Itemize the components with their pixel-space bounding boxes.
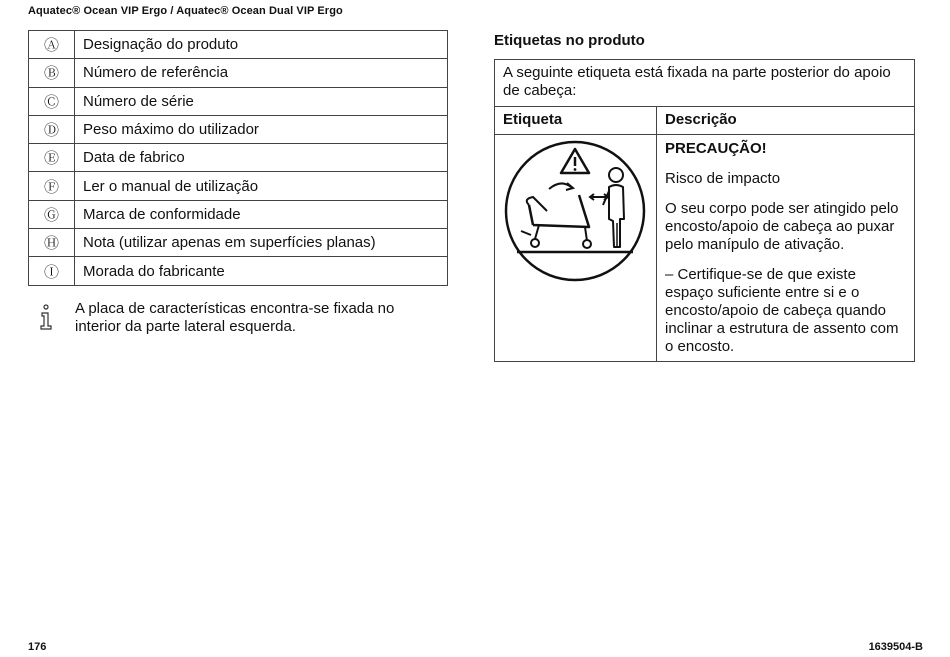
symbol-label: Nota (utilizar apenas em superfícies planas): [75, 229, 448, 257]
page-header: Aquatec® Ocean VIP Ergo / Aquatec® Ocean Dual VIP Ergo: [28, 5, 343, 17]
body-text: O seu corpo pode ser atingido pelo encosto/apoio de cabeça ao puxar pelo manípulo de ativação.: [665, 200, 899, 253]
labels-intro: A seguinte etiqueta está fixada na parte posterior do apoio de cabeça:: [495, 60, 915, 107]
symbol-row: [29, 115, 448, 143]
symbol-row: [29, 229, 448, 257]
symbol-row: [29, 31, 448, 59]
column-header-label: Etiqueta: [495, 107, 657, 135]
document-code: 1639504-B: [868, 641, 923, 653]
info-note-text: A placa de características encontra-se fixada no interior da parte lateral esquerda.: [75, 300, 395, 335]
symbol-row: [29, 87, 448, 115]
symbol-row: [29, 59, 448, 87]
info-icon: [36, 304, 56, 330]
symbol-label: Número de série: [75, 87, 448, 115]
symbol-letter: Ⓑ: [29, 59, 75, 87]
symbol-label: Marca de conformidade: [75, 200, 448, 228]
symbol-row: [29, 172, 448, 200]
symbol-label: Ler o manual de utilização: [75, 172, 448, 200]
risk-text: Risco de impacto: [665, 170, 781, 187]
symbol-letter: Ⓕ: [29, 172, 75, 200]
page-number: 176: [28, 641, 47, 653]
label-image-cell: [495, 135, 657, 362]
label-description: [657, 135, 915, 362]
symbol-label: Data de fabrico: [75, 144, 448, 172]
symbol-row: [29, 144, 448, 172]
symbol-letter: Ⓒ: [29, 87, 75, 115]
symbol-letter: Ⓓ: [29, 115, 75, 143]
symbol-label: Morada do fabricante: [75, 257, 448, 285]
impact-warning-label-icon: [503, 139, 648, 284]
symbol-letter: Ⓔ: [29, 144, 75, 172]
symbol-row: [29, 257, 448, 285]
symbol-letter: Ⓖ: [29, 200, 75, 228]
symbol-label: Peso máximo do utilizador: [75, 115, 448, 143]
labels-table: [494, 59, 915, 362]
symbol-label: Número de referência: [75, 59, 448, 87]
symbol-table: [28, 30, 448, 286]
symbol-row: [29, 200, 448, 228]
column-header-description: Descrição: [657, 107, 915, 135]
symbol-label: Designação do produto: [75, 31, 448, 59]
instruction-text: – Certifique-se de que existe espaço suficiente entre si e o encosto/apoio de cabeça quando inclinar a estrutura de assento com o encosto.: [665, 266, 899, 355]
caution-title: PRECAUÇÃO!: [665, 140, 767, 157]
symbol-letter: Ⓘ: [29, 257, 75, 285]
symbol-letter: Ⓐ: [29, 31, 75, 59]
section-title: Etiquetas no produto: [494, 32, 645, 49]
symbol-letter: Ⓗ: [29, 229, 75, 257]
